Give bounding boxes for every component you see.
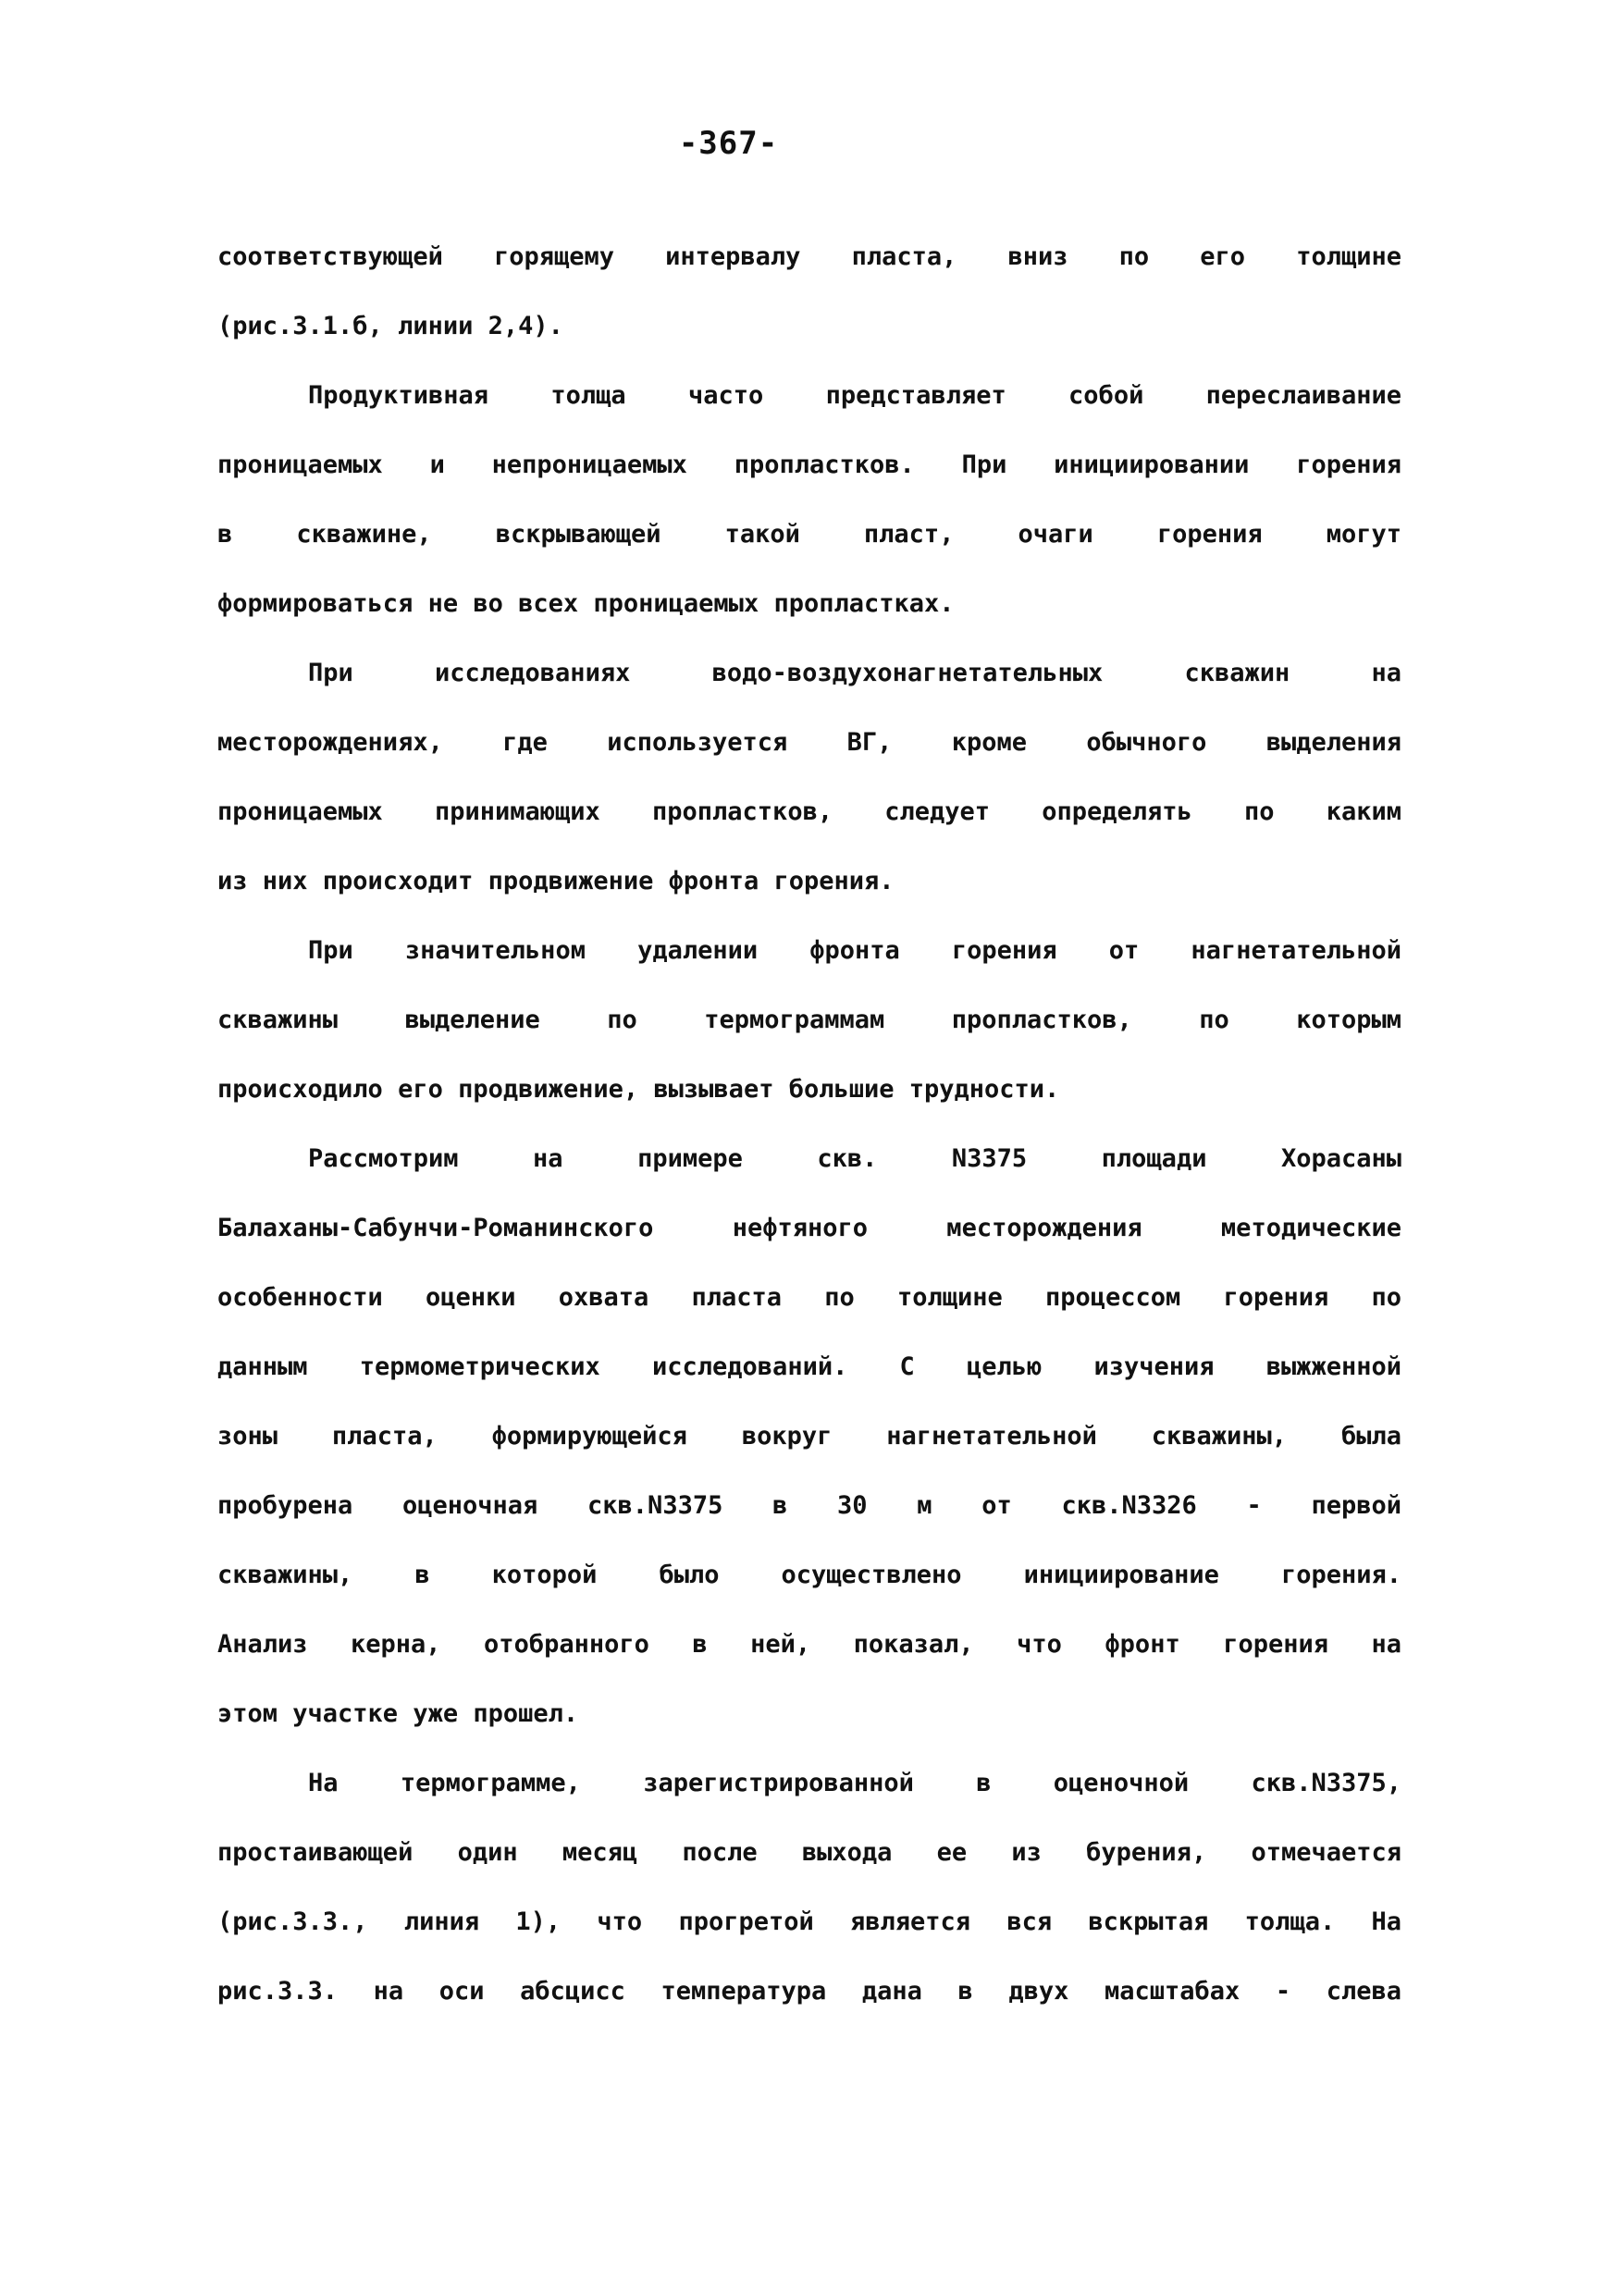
text-line: скважины выделение по термограммам пропластков, по которым [217, 1006, 1401, 1034]
text-line: (рис.3.3., линия 1), что прогретой является вся вскрытая толща. На [217, 1907, 1401, 1936]
text-line: месторождениях, где используется ВГ, кроме обычного выделения [217, 728, 1401, 757]
text-line: простаивающей один месяц после выхода ее из бурения, отмечается [217, 1838, 1401, 1867]
text-line: Балаханы-Сабунчи-Романинского нефтяного месторождения методические [217, 1214, 1401, 1242]
text-line: (рис.3.1.б, линии 2,4). [217, 312, 563, 340]
text-line: На термограмме, зарегистрированной в оценочной скв.N3375, [308, 1769, 1401, 1797]
text-line: в скважине, вскрывающей такой пласт, очаги горения могут [217, 520, 1401, 549]
text-line: скважины, в которой было осуществлено инициирование горения. [217, 1561, 1401, 1589]
text-line: этом участке уже прошел. [217, 1699, 579, 1728]
text-line: из них происходит продвижение фронта горения. [217, 867, 895, 895]
text-line: данным термометрических исследований. С целью изучения выжженной [217, 1352, 1401, 1381]
text-line: пробурена оценочная скв.N3375 в 30 м от скв.N3326 - первой [217, 1491, 1401, 1520]
text-line: Продуктивная толща часто представляет собой переслаивание [308, 381, 1401, 410]
text-line: При исследованиях водо-воздухонагнетательных скважин на [308, 659, 1401, 687]
text-line: Рассмотрим на примере скв. N3375 площади Хорасаны [308, 1144, 1401, 1173]
text-line: Анализ керна, отобранного в ней, показал, что фронт горения на [217, 1630, 1401, 1659]
text-line: соответствующей горящему интервалу пласта, вниз по его толщине [217, 242, 1401, 271]
text-line: зоны пласта, формирующейся вокруг нагнетательной скважины, была [217, 1422, 1401, 1450]
text-line: рис.3.3. на оси абсцисс температура дана в двух масштабах - слева [217, 1977, 1401, 2006]
text-line: происходило его продвижение, вызывает большие трудности. [217, 1075, 1060, 1104]
text-line: проницаемых принимающих пропластков, следует определять по каким [217, 797, 1401, 826]
page-number: -367- [678, 125, 779, 162]
text-line: проницаемых и непроницаемых пропластков. При инициировании горения [217, 451, 1401, 479]
text-line: формироваться не во всех проницаемых пропластках. [217, 589, 955, 618]
text-line: При значительном удалении фронта горения от нагнетательной [308, 936, 1401, 965]
text-line: особенности оценки охвата пласта по толщине процессом горения по [217, 1283, 1401, 1312]
